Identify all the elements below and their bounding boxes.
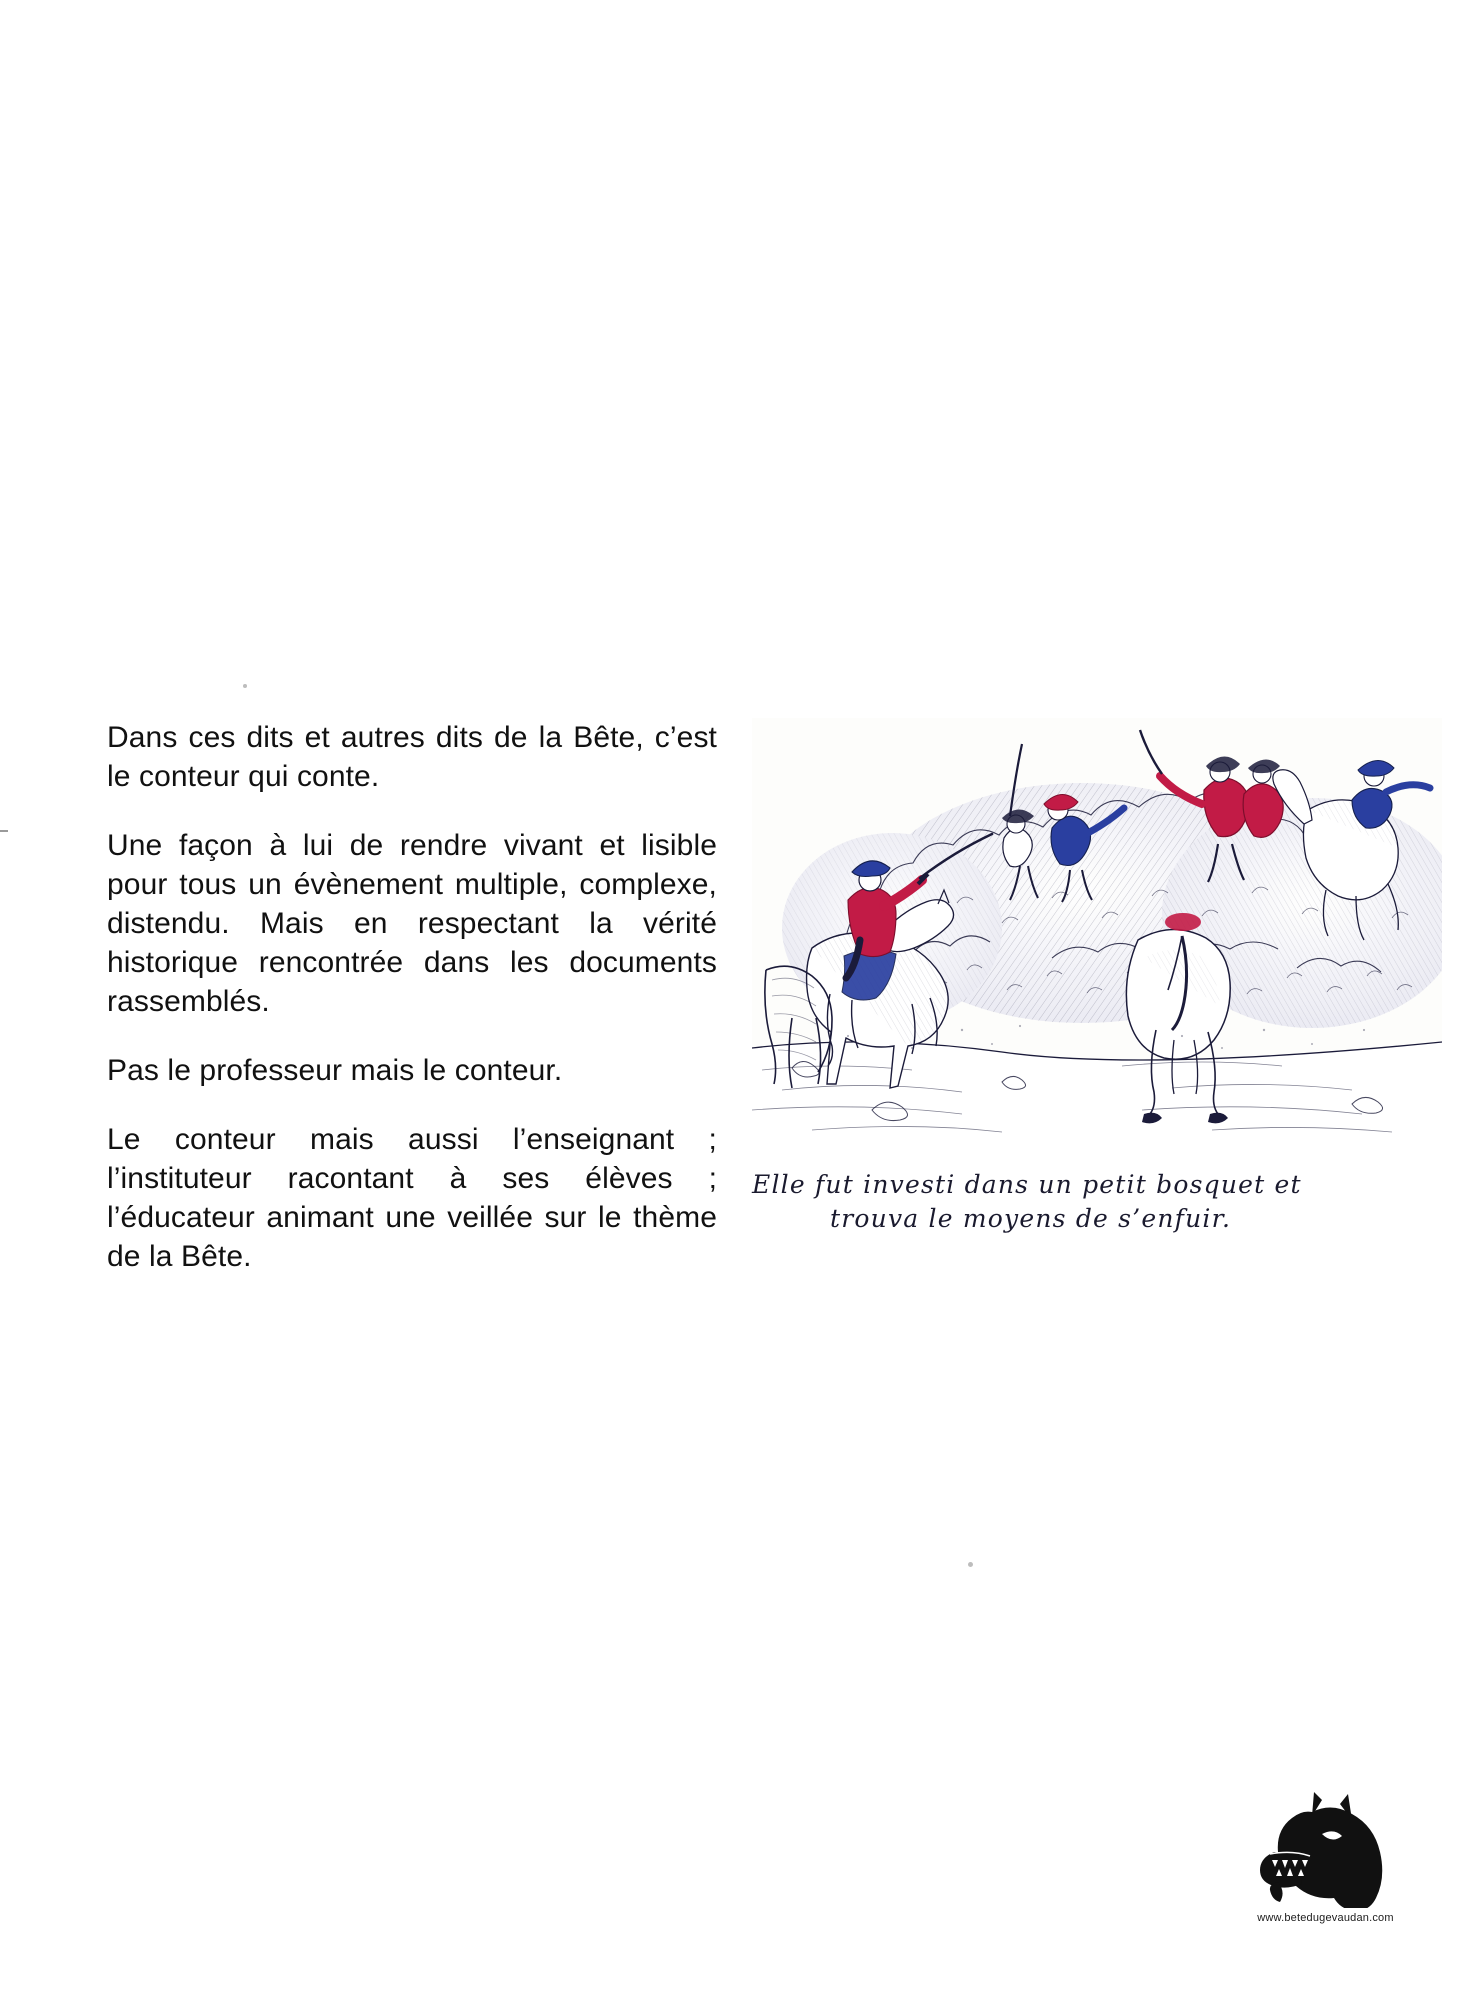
engraving-illustration: [752, 718, 1442, 1158]
scan-speck: [243, 684, 247, 688]
logo-website-url: www.betedugevaudan.com: [1257, 1912, 1394, 1924]
paragraph-1: Dans ces dits et autres dits de la Bête, c’est le conteur qui conte.: [107, 721, 717, 793]
illustration-caption: [752, 1168, 1452, 1236]
caption-line-1: Elle fut investi dans un petit bosquet et: [752, 1170, 1302, 1199]
engraving-svg: [752, 718, 1442, 1158]
paragraph-2: Une façon à lui de rendre vivant et lisible pour tous un évènement multiple, complexe, distendu. Mais en respectant la vérité historique rencontrée dans les documents rassemblés.: [107, 829, 717, 1018]
paragraph-4: Le conteur mais aussi l’enseignant ; l’instituteur racontant à ses élèves ; l’éducateur animant une veillée sur le thème de la Bête.: [107, 1123, 717, 1273]
ground: [752, 1042, 1442, 1158]
logo-block: [1238, 1790, 1413, 1924]
paragraph-3: Pas le professeur mais le conteur.: [107, 1054, 563, 1087]
beast-head-icon: [1256, 1790, 1396, 1908]
caption-line-2: trouva le moyens de s’enfuir.: [830, 1203, 1232, 1233]
scan-edge-mark: [0, 830, 8, 832]
body-text-column: [107, 718, 717, 1276]
scan-speck: [968, 1562, 973, 1567]
